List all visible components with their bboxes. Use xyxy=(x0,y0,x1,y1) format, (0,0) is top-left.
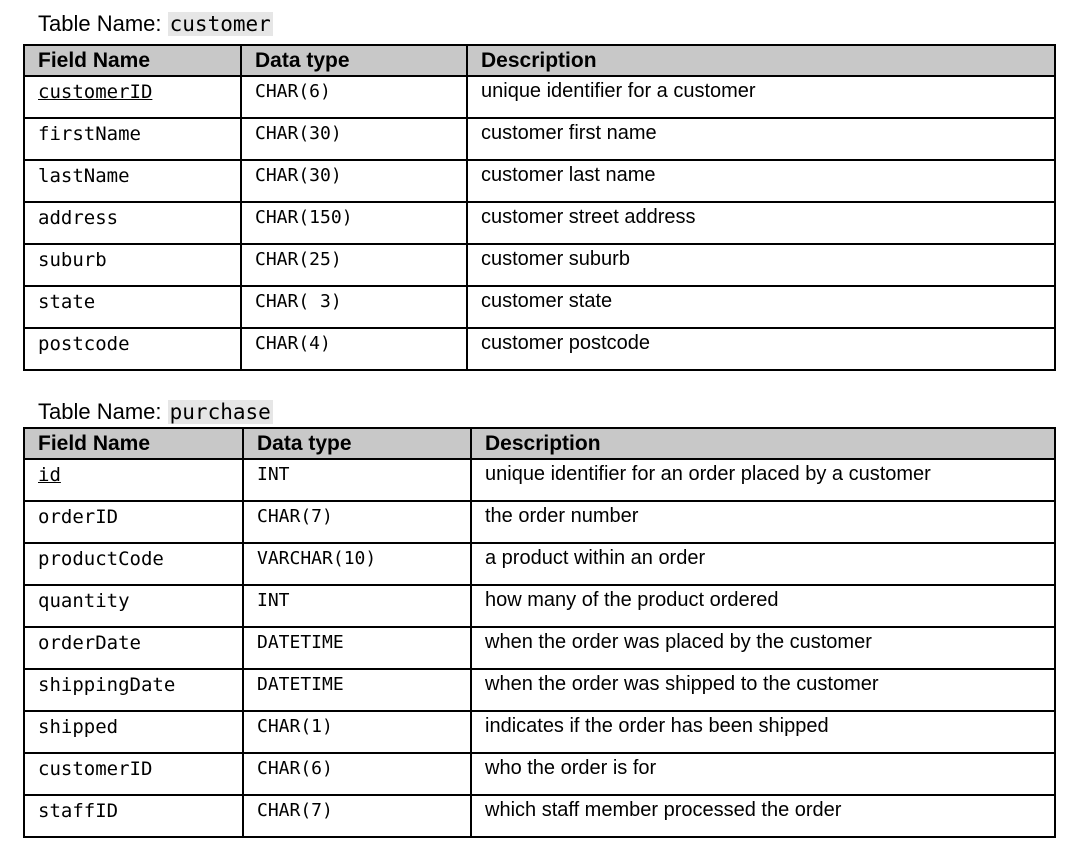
data-type-cell: CHAR(4) xyxy=(241,328,467,370)
header-data-type: Data type xyxy=(243,428,471,459)
customer-rows xyxy=(24,76,1055,370)
table-name-label: Table Name: xyxy=(38,11,162,36)
purchase-rows xyxy=(24,459,1055,837)
description-cell: customer first name xyxy=(467,118,1055,160)
field-name-cell: orderDate xyxy=(24,627,243,669)
data-type-cell: CHAR(25) xyxy=(241,244,467,286)
field-name-cell: orderID xyxy=(24,501,243,543)
data-type-cell: DATETIME xyxy=(243,627,471,669)
description-cell: who the order is for xyxy=(471,753,1055,795)
purchase-schema-table xyxy=(23,427,1056,838)
header-field-name: Field Name xyxy=(24,428,243,459)
data-type-cell: CHAR(150) xyxy=(241,202,467,244)
field-name-cell: id xyxy=(24,459,243,501)
description-cell: the order number xyxy=(471,501,1055,543)
field-name-cell: firstName xyxy=(24,118,241,160)
description-cell: customer suburb xyxy=(467,244,1055,286)
table-name: purchase xyxy=(169,400,271,424)
data-type-cell: INT xyxy=(243,459,471,501)
table-row xyxy=(24,795,1055,837)
field-name-cell: address xyxy=(24,202,241,244)
description-cell: customer last name xyxy=(467,160,1055,202)
table-row xyxy=(24,459,1055,501)
field-name-cell: shippingDate xyxy=(24,669,243,711)
table-row xyxy=(24,501,1055,543)
description-cell: how many of the product ordered xyxy=(471,585,1055,627)
purchase-table-title xyxy=(38,399,273,425)
data-type-cell: CHAR( 3) xyxy=(241,286,467,328)
field-name-cell: postcode xyxy=(24,328,241,370)
header-data-type: Data type xyxy=(241,45,467,76)
data-type-cell: INT xyxy=(243,585,471,627)
table-row xyxy=(24,543,1055,585)
header-row xyxy=(24,428,1055,459)
data-type-cell: CHAR(6) xyxy=(243,753,471,795)
description-cell: which staff member processed the order xyxy=(471,795,1055,837)
data-type-cell: CHAR(1) xyxy=(243,711,471,753)
table-name: customer xyxy=(169,12,271,36)
table-row xyxy=(24,753,1055,795)
table-row xyxy=(24,202,1055,244)
description-cell: unique identifier for an order placed by a customer xyxy=(471,459,1055,501)
table-row xyxy=(24,244,1055,286)
description-cell: when the order was placed by the customer xyxy=(471,627,1055,669)
table-name-label: Table Name: xyxy=(38,399,162,424)
customer-schema-table xyxy=(23,44,1056,371)
table-row xyxy=(24,328,1055,370)
field-name-cell: staffID xyxy=(24,795,243,837)
field-name-cell: customerID xyxy=(24,76,241,118)
description-cell: a product within an order xyxy=(471,543,1055,585)
description-cell: when the order was shipped to the customer xyxy=(471,669,1055,711)
table-row xyxy=(24,669,1055,711)
data-type-cell: CHAR(30) xyxy=(241,160,467,202)
data-type-cell: CHAR(7) xyxy=(243,501,471,543)
field-name-cell: shipped xyxy=(24,711,243,753)
header-row xyxy=(24,45,1055,76)
table-row xyxy=(24,585,1055,627)
field-name-cell: suburb xyxy=(24,244,241,286)
description-cell: customer street address xyxy=(467,202,1055,244)
header-field-name: Field Name xyxy=(24,45,241,76)
table-row xyxy=(24,711,1055,753)
field-name-cell: quantity xyxy=(24,585,243,627)
data-type-cell: DATETIME xyxy=(243,669,471,711)
description-cell: customer state xyxy=(467,286,1055,328)
data-type-cell: CHAR(6) xyxy=(241,76,467,118)
header-description: Description xyxy=(471,428,1055,459)
data-type-cell: VARCHAR(10) xyxy=(243,543,471,585)
field-name-cell: state xyxy=(24,286,241,328)
table-row xyxy=(24,76,1055,118)
data-type-cell: CHAR(7) xyxy=(243,795,471,837)
data-type-cell: CHAR(30) xyxy=(241,118,467,160)
table-row xyxy=(24,160,1055,202)
field-name-cell: lastName xyxy=(24,160,241,202)
description-cell: customer postcode xyxy=(467,328,1055,370)
description-cell: indicates if the order has been shipped xyxy=(471,711,1055,753)
header-description: Description xyxy=(467,45,1055,76)
table-row xyxy=(24,627,1055,669)
table-row xyxy=(24,118,1055,160)
field-name-cell: productCode xyxy=(24,543,243,585)
description-cell: unique identifier for a customer xyxy=(467,76,1055,118)
table-row xyxy=(24,286,1055,328)
customer-table-title xyxy=(38,11,273,37)
field-name-cell: customerID xyxy=(24,753,243,795)
